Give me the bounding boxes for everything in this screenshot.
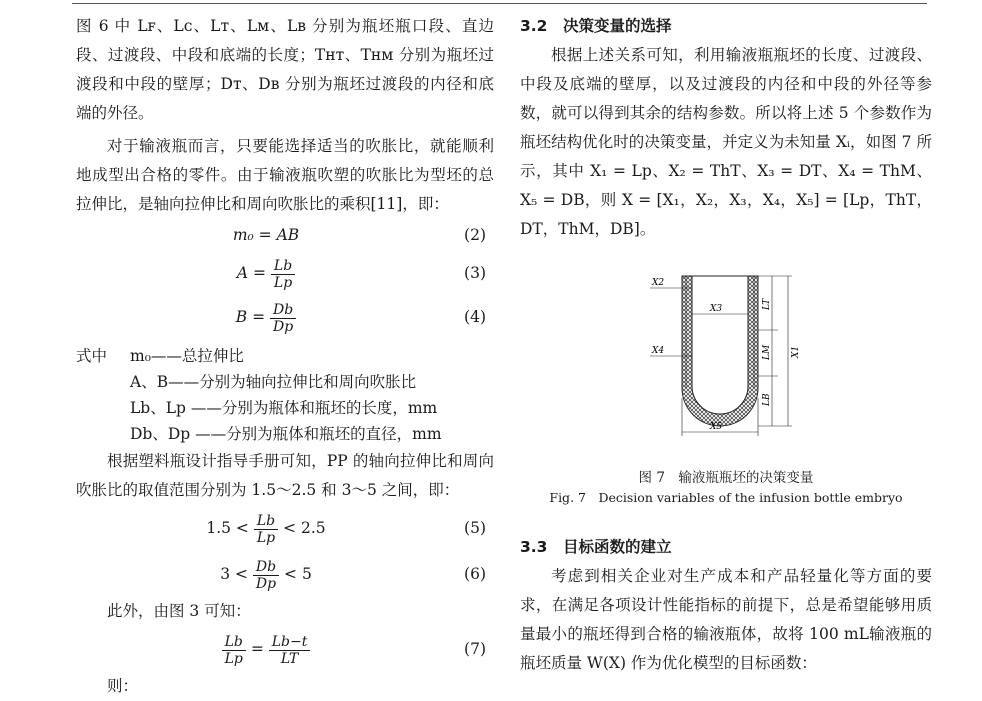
- caption-en: Fig. 7 Decision variables of the infusion bottle embryo: [549, 490, 903, 505]
- figure-7-caption: [520, 468, 932, 508]
- equation-6: [76, 551, 494, 597]
- bottle-wall: [682, 276, 758, 426]
- eq7-den2: LT: [280, 650, 299, 667]
- left-column: [76, 12, 494, 701]
- where-item: A、B——分别为轴向拉伸比和周向吹胀比: [130, 373, 417, 391]
- right-column: [520, 12, 932, 244]
- eq7-num2: Lb−t: [269, 634, 311, 651]
- where-item: Lb、Lp ——分别为瓶体和瓶坯的长度，mm: [130, 399, 438, 417]
- eq3-num: Lb: [271, 258, 295, 275]
- where-list: [76, 343, 494, 447]
- eq2-number: (2): [464, 226, 486, 244]
- left-para-4: 此外，由图 3 可知：: [107, 602, 251, 620]
- where-item: m₀——总拉伸比: [130, 347, 244, 365]
- where-item: Db、Dp ——分别为瓶体和瓶坯的直径，mm: [130, 425, 442, 443]
- eq7-number: (7): [464, 640, 486, 658]
- left-para-3: 根据塑料瓶设计指导手册可知，PP 的轴向拉伸比和周向吹胀比的取值范围分别为 1.5～2.5 和 3～5 之间，即：: [76, 452, 494, 499]
- eq6-post: < 5: [284, 565, 312, 583]
- eq3-den: Lp: [273, 274, 293, 291]
- label-lt: LT: [762, 298, 772, 310]
- label-lb: LB: [762, 393, 772, 406]
- left-para-2: 对于输液瓶而言，只要能选择适当的吹胀比，就能顺利地成型出合格的零件。由于输液瓶吹塑的吹胀比为型坯的总拉伸比，是轴向拉伸比和周向吹胀比的乘积[11]，即：: [76, 137, 494, 213]
- eq5-den: Lp: [256, 529, 276, 546]
- eq5-number: (5): [464, 519, 486, 537]
- eq3-lhs: A =: [236, 264, 266, 282]
- right-para-2: 考虑到相关企业对生产成本和产品轻量化等方面的要求，在满足各项设计性能指标的前提下，总是希望能够用质量最小的瓶坯得到合格的输液瓶体，故将 100 mL输液瓶的瓶坯质量 W(X) 作为优化模型的目标函数：: [520, 567, 932, 672]
- eq5-pre: 1.5 <: [206, 519, 249, 537]
- label-x5: X5: [710, 422, 723, 432]
- section-3-3: [520, 533, 932, 678]
- eq7-den1: Lp: [224, 650, 243, 667]
- label-lm: LM: [762, 344, 772, 360]
- left-para-5: 则：: [107, 677, 139, 695]
- eq7-num1: Lb: [222, 634, 246, 651]
- top-rule: [72, 3, 927, 4]
- label-x1: X1: [791, 345, 801, 358]
- section-3-3-heading: 3.3 目标函数的建立: [520, 538, 672, 556]
- eq6-pre: 3 <: [220, 565, 248, 583]
- equation-5: [76, 505, 494, 551]
- equation-2: [76, 219, 494, 251]
- right-para-1: 根据上述关系可知，利用输液瓶瓶坯的长度、过渡段、中段及底端的壁厚，以及过渡段的内径和中段的外径等参数，就可以得到其余的结构参数。所以将上述 5 个参数作为瓶坯结构优化时的决策变量，并定义为未知量 Xᵢ，如图 7 所示，其中 X₁ = Lp、X₂ = ThT、X₃ = DT、X₄ = ThM、X₅ = DB，则 X = [X₁，X₂，X₃，X₄，X₅] = [Lp，ThT，DT，ThM，DB]。: [520, 46, 932, 238]
- eq5-post: < 2.5: [283, 519, 326, 537]
- eq3-number: (3): [464, 264, 486, 282]
- eq4-number: (4): [464, 308, 486, 326]
- eq6-den: Dp: [255, 575, 277, 592]
- section-3-2-heading: 3.2 决策变量的选择: [520, 17, 672, 35]
- equation-4: [76, 295, 494, 339]
- label-x4: X4: [652, 346, 665, 356]
- left-para-1: 图 6 中 Lꜰ、Lᴄ、Lᴛ、Lᴍ、Lʙ 分别为瓶坯瓶口段、直边段、过渡段、中段和底端的长度；Tʜᴛ、Tʜᴍ 分别为瓶坯过渡段和中段的壁厚；Dᴛ、Dʙ 分别为瓶坯过渡段的内径和底端的外径。: [76, 17, 494, 122]
- caption-cn: 图 7 输液瓶瓶坯的决策变量: [638, 470, 814, 486]
- eq4-num: Db: [270, 302, 296, 319]
- eq4-lhs: B =: [235, 308, 266, 326]
- where-label: 式中: [76, 347, 108, 365]
- equation-3: [76, 251, 494, 295]
- label-x3: X3: [710, 304, 723, 314]
- eq4-den: Dp: [273, 318, 294, 335]
- eq6-number: (6): [464, 565, 486, 583]
- eq6-num: Db: [253, 559, 279, 576]
- label-x2: X2: [652, 278, 665, 288]
- eq5-num: Lb: [254, 513, 278, 530]
- equation-7: [76, 626, 494, 672]
- eq7-equals: =: [250, 640, 264, 658]
- figure-7-bottle-diagram: [630, 268, 830, 448]
- eq2-text: m₀ = AB: [232, 226, 300, 244]
